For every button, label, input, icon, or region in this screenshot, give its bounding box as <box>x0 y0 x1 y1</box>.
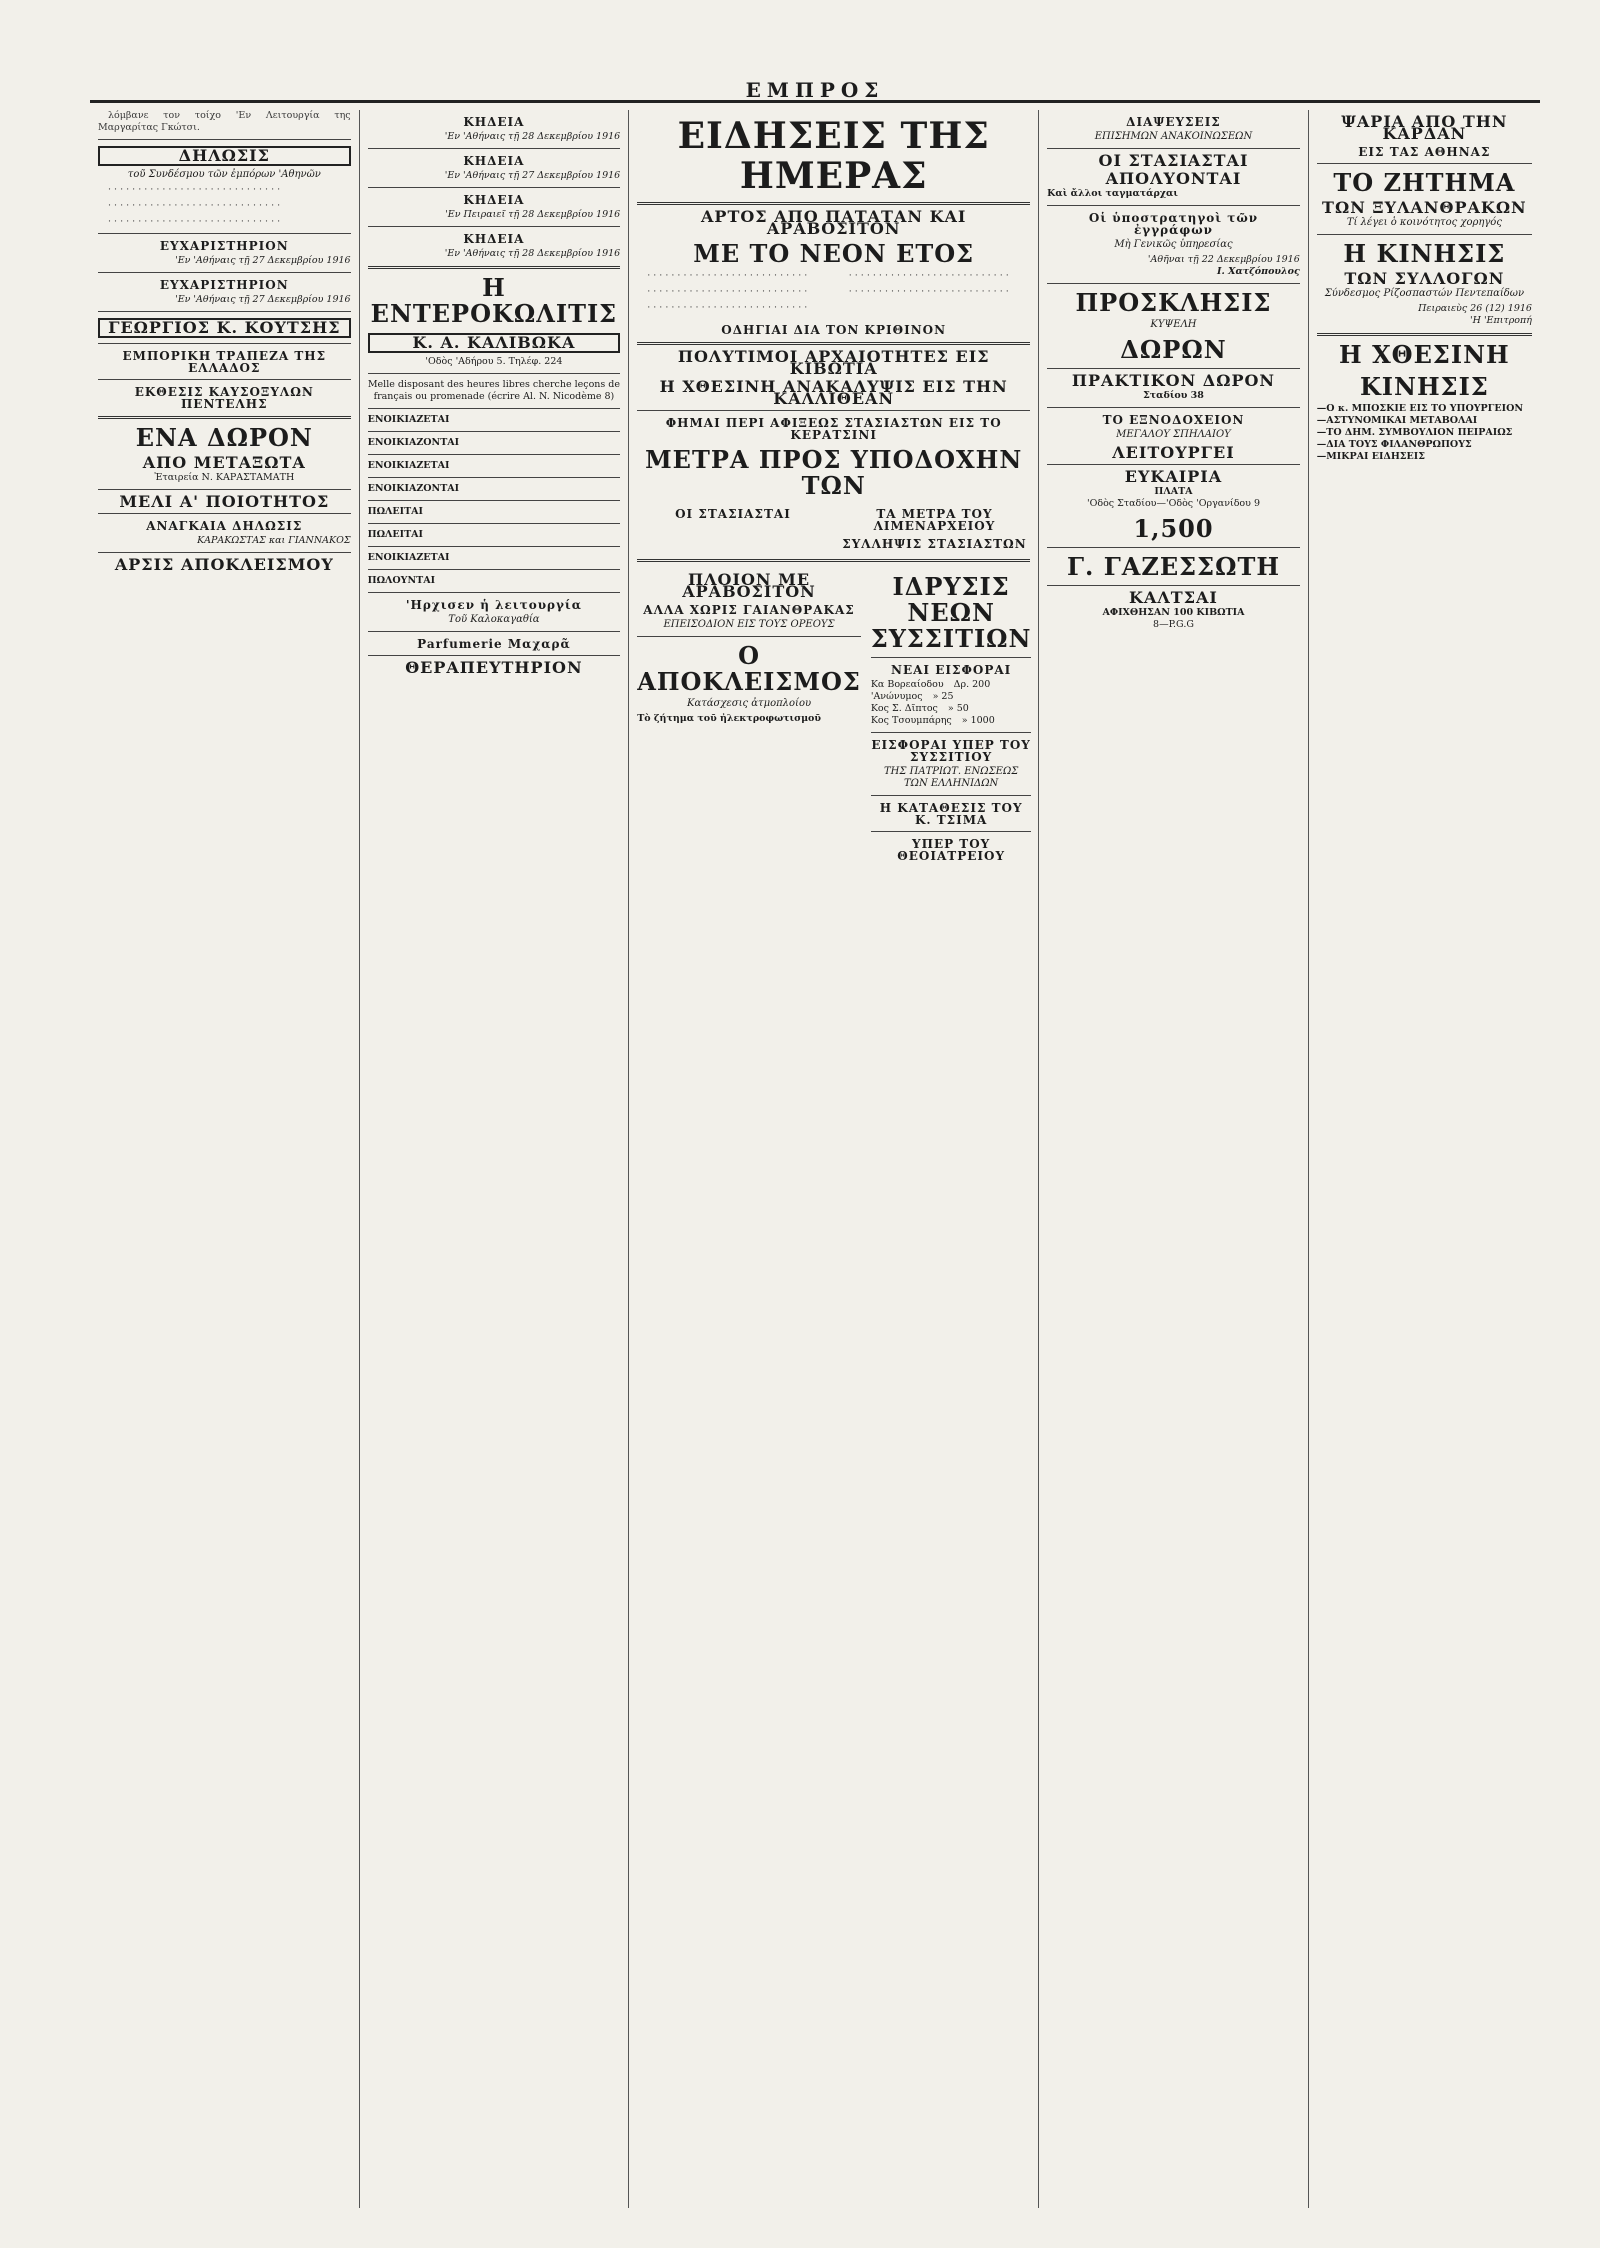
military-title: Οἱ ὑποστρατηγοὶ τῶν ἐγγράφων <box>1088 211 1259 237</box>
notice-title: ΕΚΘΕΣΙΣ ΚΑΥΣΟΞΥΛΩΝ ΠΕΝΤΕΛΗΣ <box>134 385 314 411</box>
declaration-body: · · · · · · · · · · · · · · · · · · · · · · · · · · · · · · · · · · · · · · · · · · · · · · · · · · · · · · · · · · · · · · · · · · · · · · · · · · · · · · · · · · · · · · · <box>108 184 281 227</box>
arrest-title: ΣΥΛΛΗΨΙΣ ΣΤΑΣΙΑΣΤΩΝ <box>842 537 1027 551</box>
required-sign: ΚΑΡΑΚΩΣΤΑΣ και ΓΙΑΝΝΑΚΟΣ <box>197 535 351 546</box>
opportunity-title: ΕΥΚΑΙΡΙΑ <box>1124 467 1223 486</box>
funeral-0-sign: 'Εν 'Αθήναις τῇ 28 Δεκεμβρίου 1916 <box>444 131 621 142</box>
rebels-title: ΟΙ ΣΤΑΣΙΑΣΤΑΙ <box>675 507 791 521</box>
coal-title: ΤΟ ΖΗΤΗΜΑ <box>1333 168 1516 197</box>
rumor-body <box>637 502 1030 553</box>
trial-title: Η ΚΑΤΑΘΕΣΙΣ ΤΟΥ Κ. ΤΣΙΜΑ <box>879 801 1023 827</box>
practical-title: ΠΡΑΚΤΙΚΟΝ ΔΩΡΟΝ <box>1071 371 1276 390</box>
dismissed-title: ΟΙ ΣΤΑΣΙΑΣΤΑΙ <box>1098 151 1249 170</box>
hotel-title: ΤΟ ΕΞΝΟΔΟΧΕΙΟΝ <box>1102 413 1245 427</box>
masthead-title: ΕΜΠΡΟΣ <box>745 78 885 102</box>
blockade-sub: Κατάσχεσις ἀτμοπλοίου <box>687 698 812 709</box>
french-lessons-ad: Melle disposant des heures libres cherche leçons de français ou promenade (écrire Al. N. Nicodème 8) <box>367 379 621 402</box>
column-1 <box>90 110 360 2208</box>
thanks-2-title: ΕΥΧΑΡΙΣΤΗΡΙΟΝ <box>159 278 289 292</box>
funeral-1-title: ΚΗΔΕΙΑ <box>463 154 525 168</box>
antiquities-title: ΠΟΛΥΤΙΜΟΙ ΑΡΧΑΙΟΤΗΤΕΣ ΕΙΣ ΚΙΒΩΤΙΑ <box>677 347 990 378</box>
contribution-row: Κος Σ. Δῖπτος » 50 <box>870 703 969 714</box>
practical-sub: Σταδίου 38 <box>1143 390 1204 401</box>
bank-title: ΕΜΠΟΡΙΚΗ ΤΡΑΠΕΖΑ ΤΗΣ ΕΛΛΑΔΟΣ <box>122 349 327 375</box>
hospital-title: ΥΠΕΡ ΤΟΥ ΘΕΟΙΑΤΡΕΙΟΥ <box>897 837 1006 863</box>
kalokagathia-sub: Τοῦ Καλοκαγαθία <box>448 614 540 625</box>
news-item: —ΤΟ ΔΗΜ. ΣΥΜΒΟΥΛΙΟΝ ΠΕΙΡΑΙΩΣ <box>1316 427 1513 438</box>
denials-title: ΔΙΑΨΕΥΣΕΙΣ <box>1126 115 1221 129</box>
contributions-title: ΝΕΑΙ ΕΙΣΦΟΡΑΙ <box>890 663 1012 677</box>
aid-sub: ΤΗΣ ΠΑΤΡΙΩΤ. ΕΝΩΣΕΩΣ ΤΩΝ ΕΛΛΗΝΙΔΩΝ <box>883 766 1019 789</box>
column-4 <box>1039 110 1309 2208</box>
declaration-title: ΔΗΛΩΣΙΣ <box>98 146 351 166</box>
baths-title: ΘΕΡΑΠΕΥΤΗΡΙΟΝ <box>405 658 583 677</box>
funeral-2-title: ΚΗΔΕΙΑ <box>463 193 525 207</box>
gift-subtitle: ΑΠΟ ΜΕΤΑΞΩΤΑ <box>142 453 306 472</box>
port-measures-title: ΤΑ ΜΕΤΡΑ ΤΟΥ ΛΙΜΕΝΑΡΧΕΙΟΥ <box>873 507 996 533</box>
rental-ad: ΕΝΟΙΚΙΑΖΕΤΑΙ <box>367 460 450 471</box>
rumor-subtitle: ΜΕΤΡΑ ΠΡΟΣ ΥΠΟΔΟΧΗΝ ΤΩΝ <box>645 445 1023 500</box>
yesterday-title: Η ΧΘΕΣΙΝΗ <box>1339 340 1510 369</box>
electric-title: Τὸ ζήτημα τοῦ ἠλεκτροφωτισμοῦ <box>637 713 821 724</box>
societies-from: 'Η 'Επιτροπή <box>1470 315 1532 326</box>
thanks-1-sign: 'Εν 'Αθήναις τῇ 27 Δεκεμβρίου 1916 <box>175 255 351 266</box>
rental-ad: ΕΝΟΙΚΙΑΖΟΝΤΑΙ <box>367 483 460 494</box>
rental-ads <box>368 414 621 587</box>
yesterday-sub: ΚΙΝΗΣΙΣ <box>1359 372 1489 401</box>
coal-quote: Τί λέγει ὁ κοινότητος χορηγός <box>1346 217 1502 228</box>
rental-ad: ΠΩΛΕΙΤΑΙ <box>367 506 423 517</box>
column-3 <box>629 110 1039 2208</box>
ship-tag: ΕΠΕΙΣΟΔΙΟΝ ΕΙΣ ΤΟΥΣ ΟΡΕΟΥΣ <box>663 619 835 630</box>
kalokagathia-title: 'Ηρχισεν ἡ λειτουργία <box>405 598 582 612</box>
news-item: —ΔΙΑ ΤΟΥΣ ΦΙΛΑΝΘΡΩΠΟΥΣ <box>1316 439 1472 450</box>
denials-sub: ΕΠΙΣΗΜΩΝ ΑΝΑΚΟΙΝΩΣΕΩΝ <box>1094 131 1253 142</box>
contribution-row: Κα Βορεαίοδου Δρ. 200 <box>870 679 991 690</box>
thanks-2-sign: 'Εν 'Αθήναις τῇ 27 Δεκεμβρίου 1916 <box>175 294 351 305</box>
hotel-status: ΛΕΙΤΟΥΡΓΕΙ <box>1112 443 1235 462</box>
rental-ad: ΠΩΛΕΙΤΑΙ <box>367 529 423 540</box>
parfumerie-title: Parfumerie Μαχαρᾶ <box>417 637 571 651</box>
military-sub: Μὴ Γενικῶς ὑπηρεσίας <box>1114 239 1233 250</box>
required-title: ΑΝΑΓΚΑΙΑ ΔΗΛΩΣΙΣ <box>146 519 303 533</box>
flour-title: ΨΑΡΙΑ ΑΠΟ ΤΗΝ ΚΑΡΔΑΝ <box>1341 112 1508 143</box>
invitation-sub: ΚΥΨΕΛΗ <box>1150 319 1197 330</box>
doctor-address: 'Οδὸς 'Αδήρου 5. Τηλέφ. 224 <box>425 356 563 367</box>
news-item: —ΜΙΚΡΑΙ ΕΙΔΗΣΕΙΣ <box>1316 451 1425 462</box>
honey-title: ΜΕΛΙ Α' ΠΟΙΟΤΗΤΟΣ <box>119 492 330 511</box>
aid-title: ΕΙΣΦΟΡΑΙ ΥΠΕΡ ΤΟΥ ΣΥΣΣΙΤΙΟΥ <box>871 738 1031 764</box>
koutsis-title: ΓΕΩΡΓΙΟΣ Κ. ΚΟΥΤΣΗΣ <box>98 318 351 338</box>
flour-sub: ΕΙΣ ΤΑΣ ΑΘΗΝΑΣ <box>1358 145 1491 159</box>
lifted-title: ΑΡΣΙΣ ΑΠΟΚΛΕΙΣΜΟΥ <box>114 555 334 574</box>
masthead <box>90 78 1540 103</box>
ship-title: ΠΛΟΙΟΝ ΜΕ ΑΡΑΒΟΣΙΤΟΝ <box>682 570 816 601</box>
declaration-subtitle: τοῦ Συνδέσμου τῶν ἐμπόρων 'Αθηνῶν <box>127 169 321 180</box>
news-item: —ΑΣΤΥΝΟΜΙΚΑΙ ΜΕΤΑΒΟΛΑΙ <box>1316 415 1478 426</box>
military-sign: Ι. Χατζόπουλος <box>1217 266 1300 277</box>
hotel-sub: ΜΕΓΑΛΟΥ ΣΠΗΛΑΙΟΥ <box>1116 429 1231 440</box>
military-date: 'Αθῆναι τῇ 22 Δεκεμβρίου 1916 <box>1147 254 1300 265</box>
doctor-name: Κ. Α. ΚΑΛΙΒΩΚΑ <box>368 333 621 353</box>
bread-title: ΑΡΤΟΣ ΑΠΟ ΠΑΤΑΤΑΝ ΚΑΙ ΑΡΑΒΟΣΙΤΟΝ <box>701 207 967 238</box>
gift-text: Ἐταιρεία Ν. ΚΑΡΑΣΤΑΜΑΤΗ <box>154 472 295 483</box>
gifts-title: ΔΩΡΩΝ <box>1120 335 1227 364</box>
opportunity-address: 'Οδὸς Σταδίου—'Οδὸς 'Οργανίδου 9 <box>1086 498 1260 509</box>
column-2 <box>360 110 630 2208</box>
canteens-title: ΙΔΡΥΣΙΣ ΝΕΩΝ ΣΥΣΣΙΤΙΩΝ <box>870 572 1032 653</box>
opportunity-sub: ΠΛΑΤΑ <box>1154 486 1193 497</box>
bread-subtitle: ΜΕ ΤΟ ΝΕΟΝ ΕΤΟΣ <box>693 239 975 268</box>
boxes-tag: 8—P.G.G <box>1153 619 1194 630</box>
lower-section <box>637 568 1030 865</box>
orders-title: ΟΔΗΓΙΑΙ ΔΙΑ ΤΟΝ ΚΡΙΘΙΝΟΝ <box>721 323 947 337</box>
dismissed-subtitle: ΑΠΟΛΥΟΝΤΑΙ <box>1105 169 1242 188</box>
rental-ad: ΕΝΟΙΚΙΑΖΟΝΤΑΙ <box>367 437 460 448</box>
column-1-intro: λόμβανε τον τοίχο 'Εν Λειτουργία της Μαργαρίτας Γκώτσι. <box>98 110 351 133</box>
societies-sub: ΤΩΝ ΣΥΛΛΟΓΩΝ <box>1344 269 1505 288</box>
rental-ad: ΕΝΟΙΚΙΑΖΕΤΑΙ <box>367 414 450 425</box>
price-figure: 1,500 <box>1133 514 1214 543</box>
antiquities-subtitle: Η ΧΘΕΣΙΝΗ ΑΝΑΚΑΛΥΨΙΣ ΕΙΣ ΤΗΝ ΚΑΛΛΙΘΕΑΝ <box>659 377 1008 408</box>
main-headline: ΕΙΔΗΣΕΙΣ ΤΗΣ ΗΜΕΡΑΣ <box>677 115 990 197</box>
page-columns <box>90 110 1540 2208</box>
contribution-row: 'Ανώνυμος » 25 <box>870 691 954 702</box>
funeral-1-sign: 'Εν 'Αθήναις τῇ 27 Δεκεμβρίου 1916 <box>444 170 621 181</box>
funeral-0-title: ΚΗΔΕΙΑ <box>463 115 525 129</box>
column-5 <box>1309 110 1540 2208</box>
bread-body: · · · · · · · · · · · · · · · · · · · · · · · · · · · · · · · · · · · · · · · · · · · · · · · · · · · · · · · · · · · · · · · · · · · · · · · · · · · · · · · · · · · · · · · · · · · · · · · · · · · · · · · · · · · · · · · · · · · · · · · · · · · · · · · · · · · · · · · <box>647 270 1009 313</box>
contribution-row: Κος Τσουμπάρης » 1000 <box>870 715 995 726</box>
contributions-list <box>871 679 1032 727</box>
boxes-sub: ΑΦΙΧΘΗΣΑΝ 100 ΚΙΒΩΤΙΑ <box>1102 607 1245 618</box>
coal-sub: ΤΩΝ ΞΥΛΑΝΘΡΑΚΩΝ <box>1322 198 1527 217</box>
rental-ad: ΕΝΟΙΚΙΑΖΕΤΑΙ <box>367 552 450 563</box>
gazette-title: Γ. ΓΑΖΕΣΣΩΤΗ <box>1066 552 1280 581</box>
blockade-title: Ο ΑΠΟΚΛΕΙΣΜΟΣ <box>637 641 861 696</box>
enteritis-title: Η ΕΝΤΕΡΟΚΩΛΙΤΙΣ <box>370 273 618 328</box>
societies-tag: Σύνδεσμος Ρίζοσπαστών Πεντεπαίδων <box>1324 288 1525 299</box>
others-line: Καὶ ἄλλοι ταγματάρχαι <box>1047 188 1178 199</box>
societies-sign: Πειραιεὺς 26 (12) 1916 <box>1418 303 1532 314</box>
gift-title: ΕΝΑ ΔΩΡΟΝ <box>135 423 313 452</box>
boxes-title: ΚΑΛΤΣΑΙ <box>1129 588 1218 607</box>
thanks-1-title: ΕΥΧΑΡΙΣΤΗΡΙΟΝ <box>159 239 289 253</box>
funeral-3-sign: 'Εν 'Αθήναις τῇ 28 Δεκεμβρίου 1916 <box>444 248 621 259</box>
funeral-3-title: ΚΗΔΕΙΑ <box>463 232 525 246</box>
societies-title: Η ΚΙΝΗΣΙΣ <box>1343 239 1506 268</box>
news-item: —Ο κ. ΜΠΟΣΚΙΕ ΕΙΣ ΤΟ ΥΠΟΥΡΓΕΙΟΝ <box>1316 403 1524 414</box>
funeral-2-sign: 'Εν Πειραιεῖ τῇ 28 Δεκεμβρίου 1916 <box>445 209 621 220</box>
rental-ad: ΠΩΛΟΥΝΤΑΙ <box>367 575 436 586</box>
ship-subtitle: ΑΛΛΑ ΧΩΡΙΣ ΓΑΙΑΝΘΡΑΚΑΣ <box>643 603 855 617</box>
invitation-title: ΠΡΟΣΚΛΗΣΙΣ <box>1075 288 1272 317</box>
yesterday-items <box>1317 403 1532 463</box>
rumor-title: ΦΗΜΑΙ ΠΕΡΙ ΑΦΙΞΕΩΣ ΣΤΑΣΙΑΣΤΩΝ ΕΙΣ ΤΟ ΚΕΡΑΤΣΙΝΙ <box>665 416 1002 442</box>
